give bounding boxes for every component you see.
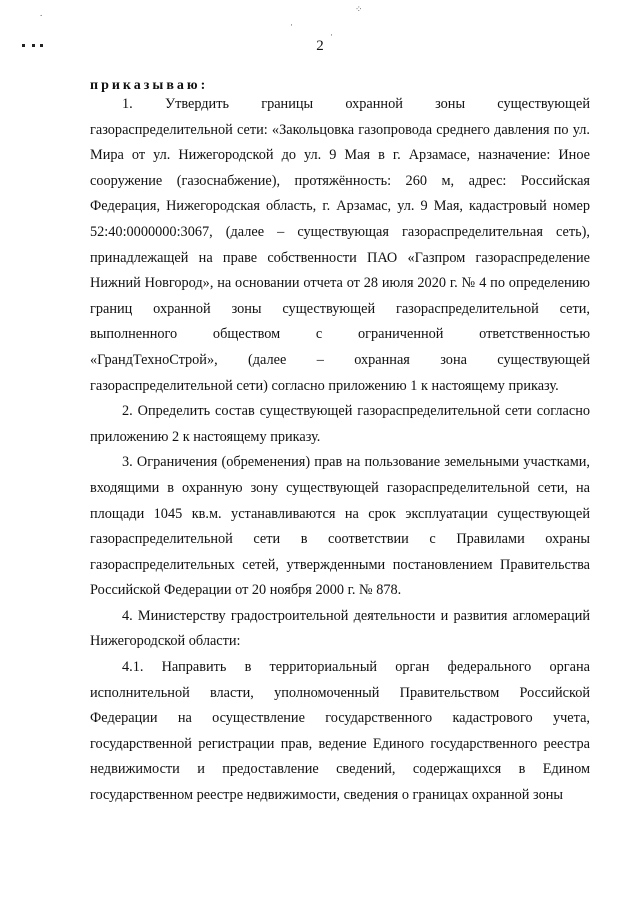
scan-artifact: ⁘ <box>355 4 363 14</box>
paragraph-3: 3. Ограничения (обременения) прав на пользование земельными участками, входящими в охранную зону существующей газораспределительной сети, на площади 1045 кв.м. устанавливаются на срок эксплуатации существующей газораспределительной сети в соответствии с Правилами охраны газораспределительных сетей, утвержденными постановлением Правительства Российской Федерации от 20 ноября 2000 г. № 878. <box>90 454 590 599</box>
document-body <box>90 92 590 809</box>
scan-artifact: · <box>330 30 333 40</box>
paragraph-4: 4. Министерству градостроительной деятельности и развития агломераций Нижегородской области: <box>90 607 590 650</box>
scan-artifact: . <box>40 8 43 18</box>
paragraph-1: 1. Утвердить границы охранной зоны существующей газораспределительной сети: «Закольцовка газопровода среднего давления по ул. Мира от ул. Нижегородской до ул. 9 Мая в г. Арзамасе, назначение: Иное сооружение (газоснабжение), протяжённость: 260 м, адрес: Российская Федерация, Нижегородская область, г. Арзамас, ул. 9 Мая, кадастровый номер 52:40:0000000:3067, (далее – существующая газораспределительная сеть), принадлежащей на праве собственности ПАО «Газпром газораспределение Нижний Новгород», на основании отчета от 28 июля 2020 г. № 4 по определению границ охранной зоны существующей газораспределительной сети, выполненного обществом с ограниченной ответственностью «ГрандТехноСтрой», (далее – охранная зона существующей газораспределительной сети) согласно приложению 1 к настоящему приказу. <box>90 96 590 394</box>
order-heading: приказываю: <box>90 78 209 93</box>
page-number: 2 <box>316 38 324 54</box>
paragraph-2: 2. Определить состав существующей газораспределительной сети согласно приложению 2 к настоящему приказу. <box>90 403 590 445</box>
scan-artifact: · <box>290 20 293 30</box>
paragraph-4-1: 4.1. Направить в территориальный орган федерального органа исполнительной власти, уполномоченный Правительством Российской Федерации на осуществление государственного кадастрового учета, государственной регистрации прав, ведение Единого государственного реестра недвижимости и предоставление сведений, содержащихся в Едином государственном реестре недвижимости, сведения о границах охранной зоны <box>90 659 590 804</box>
